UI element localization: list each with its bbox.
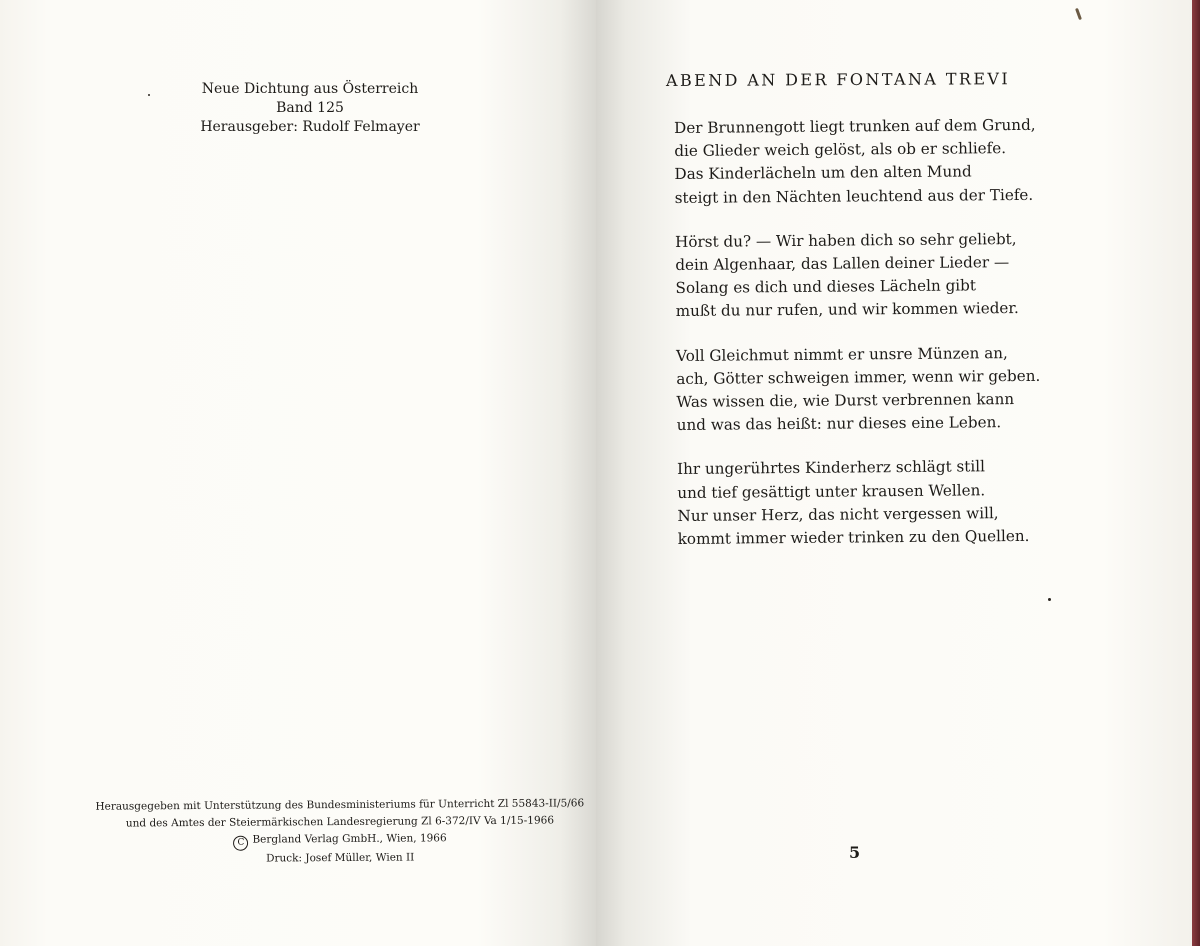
poem-line: Das Kinderlächeln um den alten Mund [674,162,972,184]
poem-line: und tief gesättigt unter krausen Wellen. [677,480,986,502]
poem-line: Was wissen die, wie Durst verbrennen kann [676,390,1015,412]
series-volume: Band 125 [276,100,344,116]
poem-line: steigt in den Nächten leuchtend aus der Tiefe. [674,185,1034,207]
poem-line: Solang es dich und dieses Lächeln gibt [675,276,977,298]
poem-stanza [674,114,1075,210]
poem-line: die Glieder weich gelöst, als ob er schliefe. [674,139,1007,161]
imprint-government-line: und des Amtes der Steiermärkischen Landesregierung Zl 6-372/IV Va 1/15-1966 [125,814,555,830]
poem-line: mußt du nur rufen, und wir kommen wieder. [675,299,1019,321]
poem-line: Der Brunnengott liegt trunken auf dem Grund, [674,115,1036,137]
imprint [60,795,620,869]
left-page [0,0,596,946]
poem-line: Nur unser Herz, das nicht vergessen will, [677,504,999,525]
cover-edge-right [1192,0,1200,946]
series-name: Neue Dichtung aus Österreich [201,81,419,97]
poem-line: Hörst du? — Wir haben dich so sehr geliebt, [675,229,1017,251]
poem-stanza [675,227,1076,323]
imprint-printer-line: Druck: Josef Müller, Wien II [266,851,415,865]
poem-line: Ihr ungerührtes Kinderherz schlägt still [676,457,986,479]
poem-body [674,114,1078,573]
series-editor: Herausgeber: Rudolf Felmayer [200,119,420,135]
poem-line: ach, Götter schweigen immer, wenn wir geben. [676,366,1041,388]
poem-stanza [676,341,1077,437]
copyright-icon: C [233,836,248,851]
poem-stanza [677,455,1078,551]
paper-speck [148,94,150,96]
series-info [140,80,480,137]
poem-line: kommt immer wieder trinken zu den Quellen. [677,526,1030,549]
poem-line: dein Algenhaar, das Lallen deiner Lieder — [675,253,1010,275]
imprint-publisher: Bergland Verlag GmbH., Wien, 1966 [252,832,447,846]
poem-line: Voll Gleichmut nimmt er unsre Münzen an, [676,343,1008,365]
poem-line: und was das heißt: nur dieses eine Leben. [676,413,1002,435]
paper-speck [1048,598,1051,601]
poem-title: ABEND AN DER FONTANA TREVI [665,69,1011,90]
page-number: 5 [849,843,861,862]
imprint-funding-line: Herausgegeben mit Unterstützung des Bundesministeriums für Unterricht Zl 55843-II/5/66 [95,797,585,813]
